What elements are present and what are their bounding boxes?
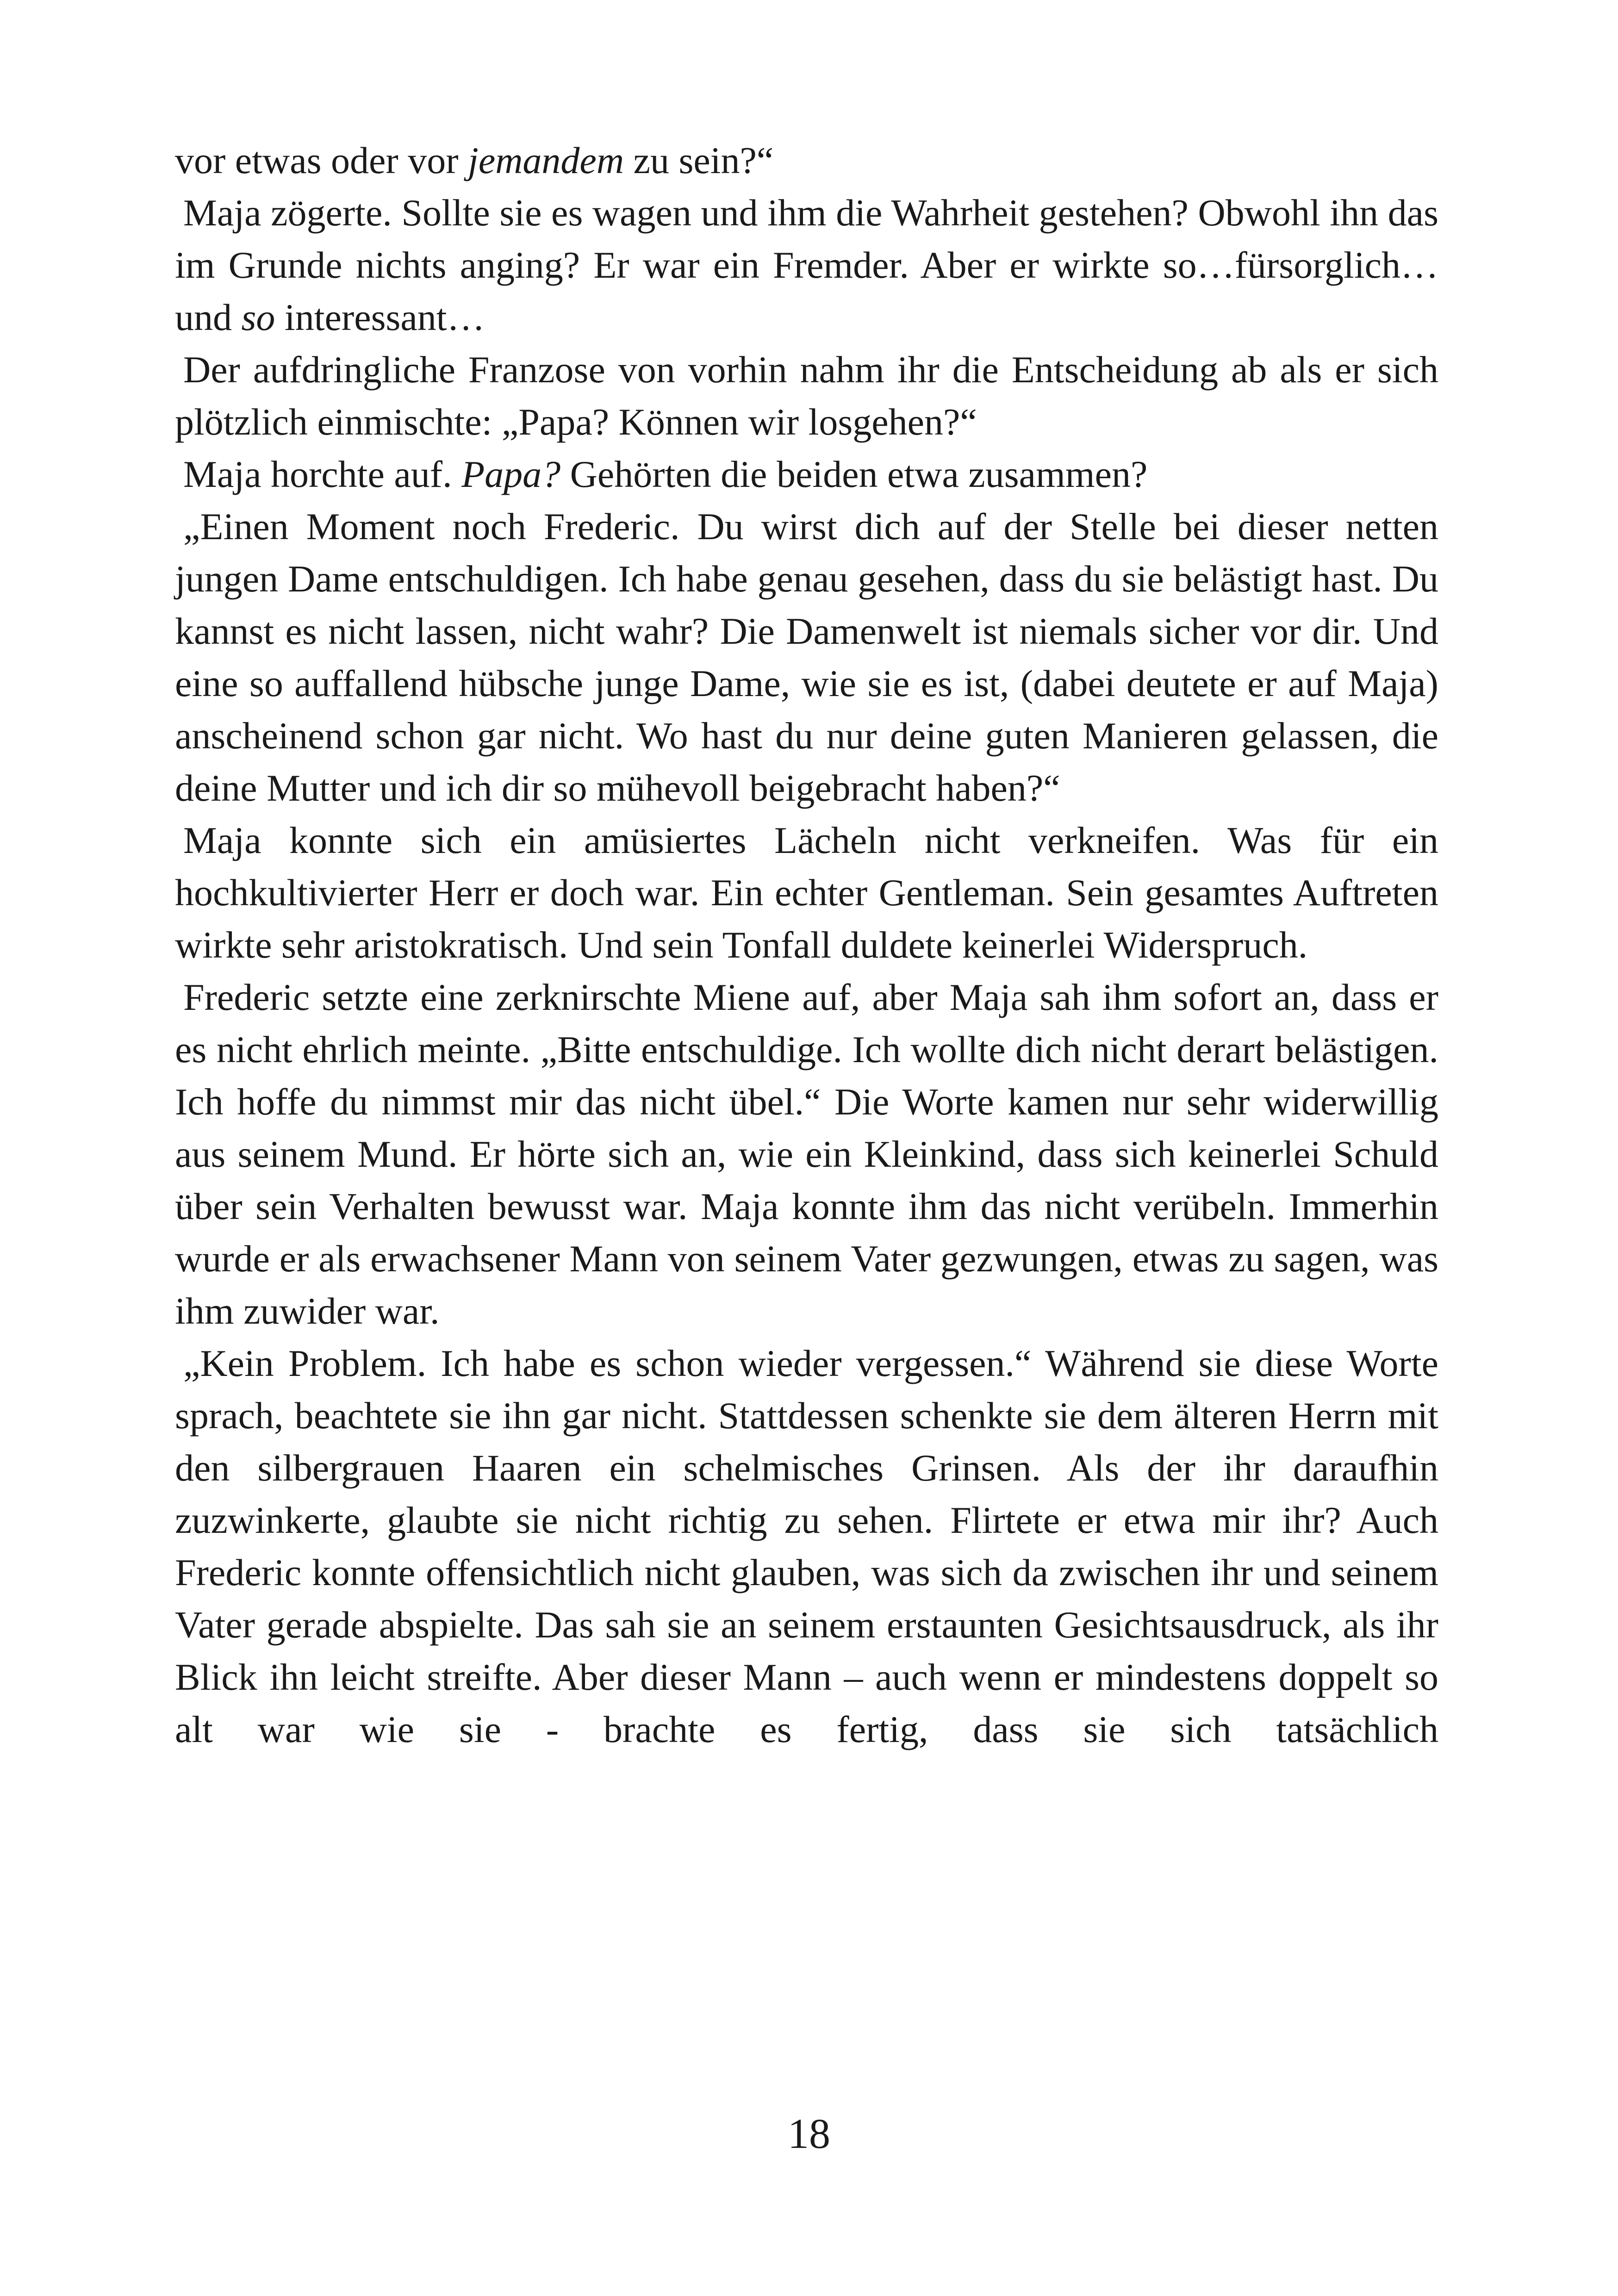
text-segment: Maja horchte auf. bbox=[183, 453, 462, 495]
text-segment: Frederic setzte eine zerknirschte Miene auf, aber Maja sah ihm sofort an, dass er es nicht ehrlich meinte. „Bitte entschuldige. Ich wollte dich nicht derart belästigen. Ich hoffe du nimmst mir das nicht übel.“ Die Worte kamen nur sehr widerwillig aus seinem Mund. Er hörte sich an, wie ein Kleinkind, dass sich keinerlei Schuld über sein Verhalten bewusst war. Maja konnte ihm das nicht verübeln. Immerhin wurde er als erwachsener Mann von seinem Vater gezwungen, etwas zu sagen, was ihm zuwider war. bbox=[175, 976, 1438, 1332]
text-segment: „Einen Moment noch Frederic. Du wirst dich auf der Stelle bei dieser netten jungen Dame entschuldigen. Ich habe genau gesehen, dass du sie belästigt hast. Du kannst es nicht lassen, nicht wahr? Die Damenwelt ist niemals sicher vor dir. Und eine so auffallend hübsche junge Dame, wie sie es ist, (dabei deutete er auf Maja) anscheinend schon gar nicht. Wo hast du nur deine guten Manieren gelassen, die deine Mutter und ich dir so mühevoll beigebracht haben?“ bbox=[175, 505, 1438, 809]
italic-text-segment: Papa? bbox=[461, 453, 561, 495]
text-segment: vor etwas oder vor bbox=[175, 139, 468, 181]
paragraph-6 bbox=[175, 814, 1438, 971]
body-text bbox=[175, 134, 1438, 1755]
paragraph-3 bbox=[175, 343, 1438, 448]
italic-text-segment: so bbox=[241, 296, 275, 338]
paragraph-7 bbox=[175, 971, 1438, 1337]
text-segment: Der aufdringliche Franzose von vorhin nahm ihr die Entscheidung ab als er sich plötzlich einmischte: „Papa? Können wir losgehen?“ bbox=[175, 348, 1438, 443]
paragraph-5 bbox=[175, 500, 1438, 814]
text-segment: zu sein?“ bbox=[624, 139, 774, 181]
paragraph-1 bbox=[175, 134, 1438, 187]
paragraph-8 bbox=[175, 1337, 1438, 1755]
text-segment: Gehörten die beiden etwa zusammen? bbox=[560, 453, 1148, 495]
page-number: 18 bbox=[788, 2110, 830, 2157]
paragraph-4 bbox=[175, 448, 1438, 500]
italic-text-segment: jemandem bbox=[468, 139, 624, 181]
text-segment: „Kein Problem. Ich habe es schon wieder vergessen.“ Während sie diese Worte sprach, beachtete sie ihn gar nicht. Stattdessen schenkte sie dem älteren Herrn mit den silbergrauen Haaren ein schelmisches Grinsen. Als der ihr daraufhin zuzwinkerte, glaubte sie nicht richtig zu sehen. Flirtete er etwa mir ihr? Auch Frederic konnte offensichtlich nicht glauben, was sich da zwischen ihr und seinem Vater gerade abspielte. Das sah sie an seinem erstaunten Gesichtsausdruck, als ihr Blick ihn leicht streifte. Aber dieser Mann – auch wenn er mindestens doppelt so alt war wie sie - brachte es fertig, dass sie sich tatsächlich bbox=[175, 1342, 1438, 1750]
text-segment: Maja zögerte. Sollte sie es wagen und ihm die Wahrheit gestehen? Obwohl ihn das im Grunde nichts anging? Er war ein Fremder. Aber er wirkte so…fürsorglich…und bbox=[175, 192, 1438, 338]
paragraph-2 bbox=[175, 187, 1438, 343]
text-segment: Maja konnte sich ein amüsiertes Lächeln nicht verkneifen. Was für ein hochkultivierter Herr er doch war. Ein echter Gentleman. Sein gesamtes Auftreten wirkte sehr aristokratisch. Und sein Tonfall duldete keinerlei Widerspruch. bbox=[175, 819, 1438, 966]
text-segment: interessant… bbox=[275, 296, 485, 338]
